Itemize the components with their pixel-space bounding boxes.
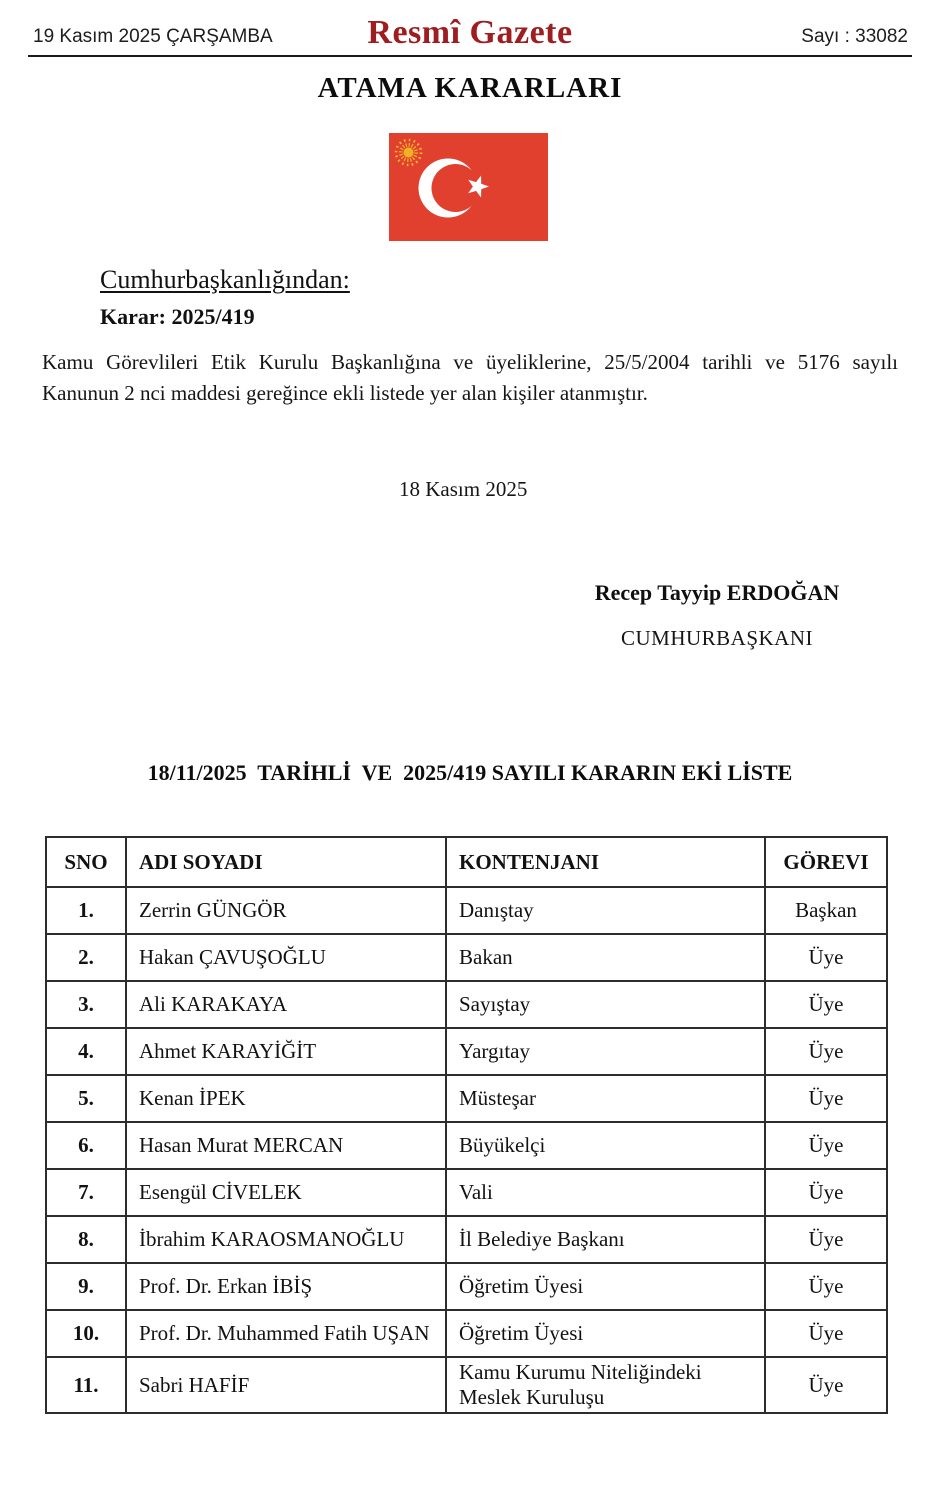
gazette-title: Resmî Gazete [367, 14, 573, 51]
section-title: ATAMA KARARLARI [317, 72, 623, 104]
cell-sno: 4. [46, 1028, 126, 1075]
cell-sno: 6. [46, 1122, 126, 1169]
cell-kontenjan: Bakan [446, 934, 765, 981]
issuing-authority: Cumhurbaşkanlığından: [100, 265, 350, 294]
header-row [46, 837, 887, 887]
column-header-gorev: GÖREVI [765, 837, 887, 887]
column-header-name: ADI SOYADI [126, 837, 446, 887]
cell-name: Zerrin GÜNGÖR [126, 887, 446, 934]
cell-sno: 1. [46, 887, 126, 934]
cell-kontenjan: Danıştay [446, 887, 765, 934]
cell-sno: 10. [46, 1310, 126, 1357]
cell-gorev: Üye [765, 1310, 887, 1357]
decree-body-line-2: Kanunun 2 nci maddesi gereğince ekli listede yer alan kişiler atanmıştır. [42, 381, 648, 405]
column-header-sno: SNO [46, 837, 126, 887]
table-row [46, 1310, 887, 1357]
cell-name: Kenan İPEK [126, 1075, 446, 1122]
table-row [46, 1122, 887, 1169]
table-row [46, 1075, 887, 1122]
cell-gorev: Üye [765, 1169, 887, 1216]
cell-gorev: Üye [765, 934, 887, 981]
decree-body [42, 347, 898, 409]
cell-kontenjan: İl Belediye Başkanı [446, 1216, 765, 1263]
gazette-issue-number: Sayı : 33082 [801, 26, 908, 47]
signer-name: Recep Tayyip ERDOĞAN [594, 580, 840, 605]
cell-sno: 2. [46, 934, 126, 981]
signature-block [515, 580, 919, 651]
cell-name: Esengül CİVELEK [126, 1169, 446, 1216]
cell-kontenjan: Öğretim Üyesi [446, 1263, 765, 1310]
cell-kontenjan: Kamu Kurumu Niteliğindeki Meslek Kuruluşu [446, 1357, 765, 1413]
cell-gorev: Üye [765, 1075, 887, 1122]
cell-name: Ahmet KARAYİĞİT [126, 1028, 446, 1075]
cell-kontenjan: Vali [446, 1169, 765, 1216]
cell-sno: 9. [46, 1263, 126, 1310]
cell-gorev: Üye [765, 1263, 887, 1310]
table-row [46, 981, 887, 1028]
cell-name: Hakan ÇAVUŞOĞLU [126, 934, 446, 981]
decree-body-line-1: Kamu Görevlileri Etik Kurulu Başkanlığına ve üyeliklerine, 25/5/2004 tarihli ve 5176 sayılı [42, 350, 898, 374]
table-row [46, 1216, 887, 1263]
appointments-table [45, 836, 888, 1414]
cell-sno: 3. [46, 981, 126, 1028]
cell-sno: 7. [46, 1169, 126, 1216]
cell-name: İbrahim KARAOSMANOĞLU [126, 1216, 446, 1263]
cell-gorev: Başkan [765, 887, 887, 934]
header-divider [28, 55, 912, 57]
cell-gorev: Üye [765, 1357, 887, 1413]
cell-kontenjan: Büyükelçi [446, 1122, 765, 1169]
signer-title: CUMHURBAŞKANI [620, 626, 814, 650]
appointments-table-body [46, 887, 887, 1413]
cell-name: Sabri HAFİF [126, 1357, 446, 1413]
cell-sno: 5. [46, 1075, 126, 1122]
cell-gorev: Üye [765, 981, 887, 1028]
cell-gorev: Üye [765, 1122, 887, 1169]
cell-name: Hasan Murat MERCAN [126, 1122, 446, 1169]
decision-date: 18 Kasım 2025 [399, 477, 528, 501]
table-row [46, 1263, 887, 1310]
table-row [46, 1357, 887, 1413]
cell-kontenjan: Sayıştay [446, 981, 765, 1028]
table-row [46, 887, 887, 934]
turkish-presidential-flag-icon [389, 133, 548, 241]
cell-name: Ali KARAKAYA [126, 981, 446, 1028]
cell-kontenjan: Öğretim Üyesi [446, 1310, 765, 1357]
table-row [46, 1169, 887, 1216]
cell-kontenjan: Yargıtay [446, 1028, 765, 1075]
gazette-date: 19 Kasım 2025 ÇARŞAMBA [33, 26, 273, 47]
table-row [46, 1028, 887, 1075]
cell-name: Prof. Dr. Muhammed Fatih UŞAN [126, 1310, 446, 1357]
cell-gorev: Üye [765, 1028, 887, 1075]
cell-name: Prof. Dr. Erkan İBİŞ [126, 1263, 446, 1310]
cell-sno: 8. [46, 1216, 126, 1263]
decision-number: Karar: 2025/419 [100, 304, 255, 329]
cell-kontenjan: Müsteşar [446, 1075, 765, 1122]
cell-sno: 11. [46, 1357, 126, 1413]
cell-gorev: Üye [765, 1216, 887, 1263]
appointments-table-header [46, 837, 887, 887]
column-header-kontenjan: KONTENJANI [446, 837, 765, 887]
annex-list-title: 18/11/2025 TARİHLİ VE 2025/419 SAYILI KARARIN EKİ LİSTE [147, 760, 793, 785]
table-row [46, 934, 887, 981]
